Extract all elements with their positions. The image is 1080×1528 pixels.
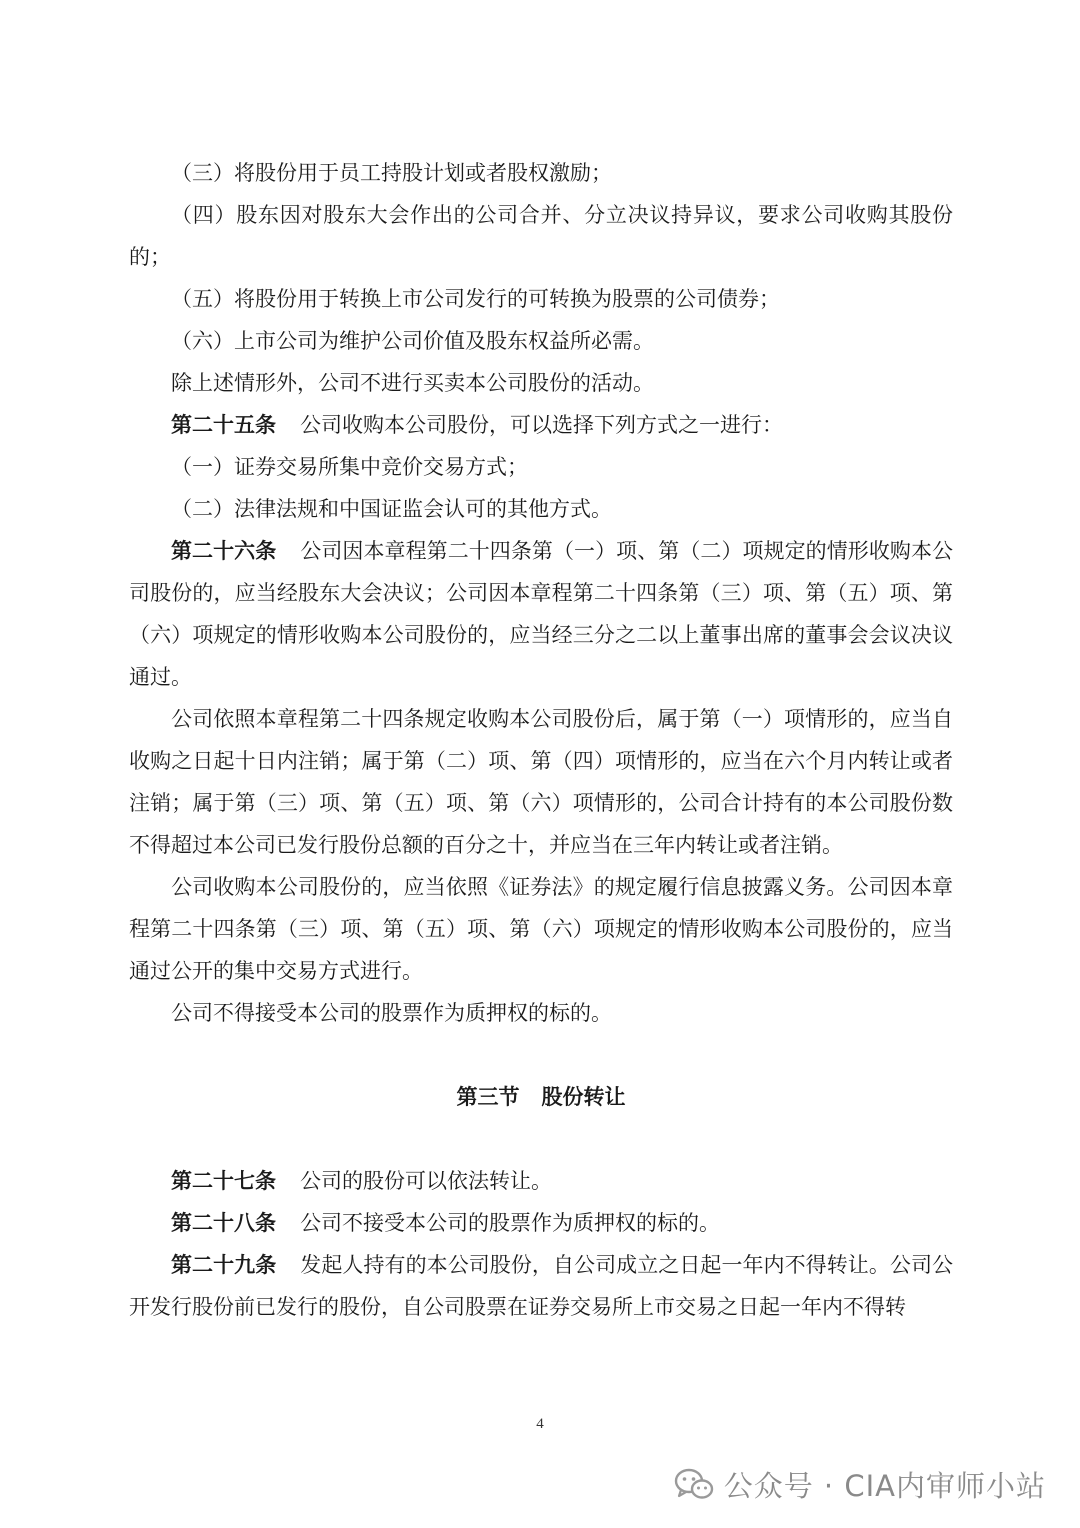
clause-paragraph <box>129 866 953 992</box>
paragraph-text: 公司收购本公司股份的，应当依照《证券法》的规定履行信息披露义务。公司因本章程第二十四条第（三）项、第（五）项、第（六）项规定的情形收购本公司股份的，应当通过公开的集中交易方式进行。 <box>129 875 953 983</box>
clause-paragraph <box>129 488 953 530</box>
page-number: 4 <box>536 1416 544 1432</box>
paragraph-text: 公司的股份可以依法转让。 <box>300 1169 552 1193</box>
clause-paragraph <box>129 278 953 320</box>
clause-paragraph <box>129 698 953 866</box>
section-title-text: 股份转让 <box>541 1084 626 1109</box>
article-label: 第二十九条 <box>171 1252 277 1277</box>
document-body <box>129 152 953 1328</box>
paragraph-text: 公司因本章程第二十四条第（一）项、第（二）项规定的情形收购本公司股份的，应当经股东大会决议；公司因本章程第二十四条第（三）项、第（五）项、第（六）项规定的情形收购本公司股份的，应当经三分之二以上董事出席的董事会会议决议通过。 <box>129 539 954 689</box>
paragraph-text: 公司收购本公司股份，可以选择下列方式之一进行： <box>300 413 783 437</box>
paragraph-text: （三）将股份用于员工持股计划或者股权激励； <box>171 161 612 185</box>
article-paragraph <box>129 1160 953 1202</box>
clause-paragraph <box>129 446 953 488</box>
article-paragraph <box>129 1202 953 1244</box>
paragraph-text: 公司依照本章程第二十四条规定收购本公司股份后，属于第（一）项情形的，应当自收购之日起十日内注销；属于第（二）项、第（四）项情形的，应当在六个月内转让或者注销；属于第（三）项、第（五）项、第（六）项情形的，公司合计持有的本公司股份数不得超过本公司已发行股份总额的百分之十，并应当在三年内转让或者注销。 <box>129 707 953 857</box>
article-block-2 <box>129 1160 953 1328</box>
wechat-icon <box>674 1467 714 1501</box>
paragraph-text: （六）上市公司为维护公司价值及股东权益所必需。 <box>171 329 654 353</box>
article-label: 第二十五条 <box>171 412 276 437</box>
article-label: 第二十八条 <box>171 1210 276 1235</box>
clause-paragraph <box>129 320 953 362</box>
watermark <box>674 1462 1046 1506</box>
section-label: 第三节 <box>456 1084 520 1109</box>
clause-paragraph <box>129 194 953 278</box>
clause-paragraph <box>129 992 953 1034</box>
article-label: 第二十七条 <box>171 1168 276 1193</box>
watermark-text: 公众号 · CIA内审师小站 <box>723 1468 1046 1503</box>
paragraph-text: 公司不接受本公司的股票作为质押权的标的。 <box>300 1211 720 1235</box>
article-paragraph <box>129 404 953 446</box>
clause-paragraph <box>129 152 953 194</box>
paragraph-text: （二）法律法规和中国证监会认可的其他方式。 <box>171 497 612 521</box>
paragraph-text: 发起人持有的本公司股份，自公司成立之日起一年内不得转让。公司公开发行股份前已发行的股份，自公司股票在证券交易所上市交易之日起一年内不得转 <box>129 1253 954 1319</box>
paragraph-text: 除上述情形外，公司不进行买卖本公司股份的活动。 <box>171 371 654 395</box>
paragraph-text: （一）证券交易所集中竞价交易方式； <box>171 455 528 479</box>
article-paragraph <box>129 530 953 698</box>
article-paragraph <box>129 1244 953 1328</box>
clause-paragraph <box>129 362 953 404</box>
article-label: 第二十六条 <box>171 538 277 563</box>
section-heading <box>129 1076 953 1118</box>
article-block-1 <box>129 152 953 1034</box>
paragraph-text: （五）将股份用于转换上市公司发行的可转换为股票的公司债券； <box>171 287 780 311</box>
paragraph-text: （四）股东因对股东大会作出的公司合并、分立决议持异议，要求公司收购其股份的； <box>129 203 953 269</box>
paragraph-text: 公司不得接受本公司的股票作为质押权的标的。 <box>171 1001 612 1025</box>
